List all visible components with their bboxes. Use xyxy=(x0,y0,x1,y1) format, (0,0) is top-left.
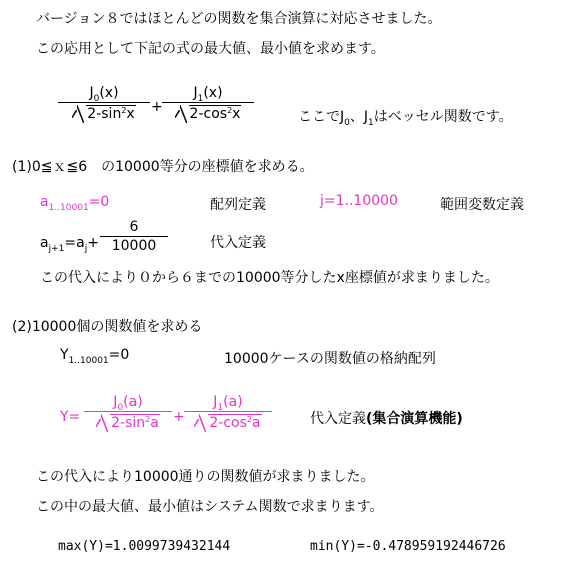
min-result: min(Y)=-0.478959192446726 xyxy=(310,539,506,554)
y-array-label: 10000ケースの関数値の格納配列 xyxy=(224,351,436,367)
main-formula-term-1: $J_0(x)$ $2-\sin^2x$ xyxy=(58,86,150,121)
step1-result: この代入により０から６までの10000等分したx座標値が求まりました。 xyxy=(40,270,499,286)
intro-line-1: バージョン８ではほとんどの関数を集合演算に対応させました。 xyxy=(36,11,442,27)
step2-result-1: この代入により10000通りの関数値が求まりました。 xyxy=(36,469,375,485)
assign-formula-lhs: $a_{j+1}=a_j+$ xyxy=(40,235,99,254)
step2-result-2: この中の最大値、最小値はシステム関数で求まります。 xyxy=(36,499,384,515)
y-formula-term-1: $J_0(a)$ $2-\sin^2a$ xyxy=(84,395,172,430)
assign-formula-fraction: 6 10000 xyxy=(100,220,168,253)
range-definition: j=1..10000 xyxy=(320,193,398,209)
step1-heading: (1)0≦ｘ≦6 の10000等分の座標値を求める。 xyxy=(12,159,314,175)
y-assign-label: 代入定義(集合演算機能) xyxy=(310,411,463,427)
range-definition-label: 範囲変数定義 xyxy=(440,197,524,213)
y-formula-plus: + xyxy=(173,409,185,425)
y-formula-term-2: $J_1(a)$ $2-\cos^2a$ xyxy=(184,395,272,430)
step2-heading: (2)10000個の関数値を求める xyxy=(12,319,203,335)
y-assign-lhs: Y= xyxy=(60,409,81,425)
bessel-note: ここで$J_0$、$J_1$はベッセル関数です。 xyxy=(298,109,513,128)
array-definition: $a_{1..10001}=0$ xyxy=(40,194,110,213)
main-formula-term-2: $J_1(x)$ $2-\cos^2x$ xyxy=(162,86,254,121)
intro-line-2: この応用として下記の式の最大値、最小値を求めます。 xyxy=(36,41,385,57)
main-formula-plus: + xyxy=(151,99,163,115)
assign-definition-label: 代入定義 xyxy=(210,235,266,251)
max-result: max(Y)=1.0099739432144 xyxy=(58,539,231,554)
y-array-definition: $Y_{1..10001}=0$ xyxy=(60,347,130,366)
array-definition-label: 配列定義 xyxy=(210,197,266,213)
